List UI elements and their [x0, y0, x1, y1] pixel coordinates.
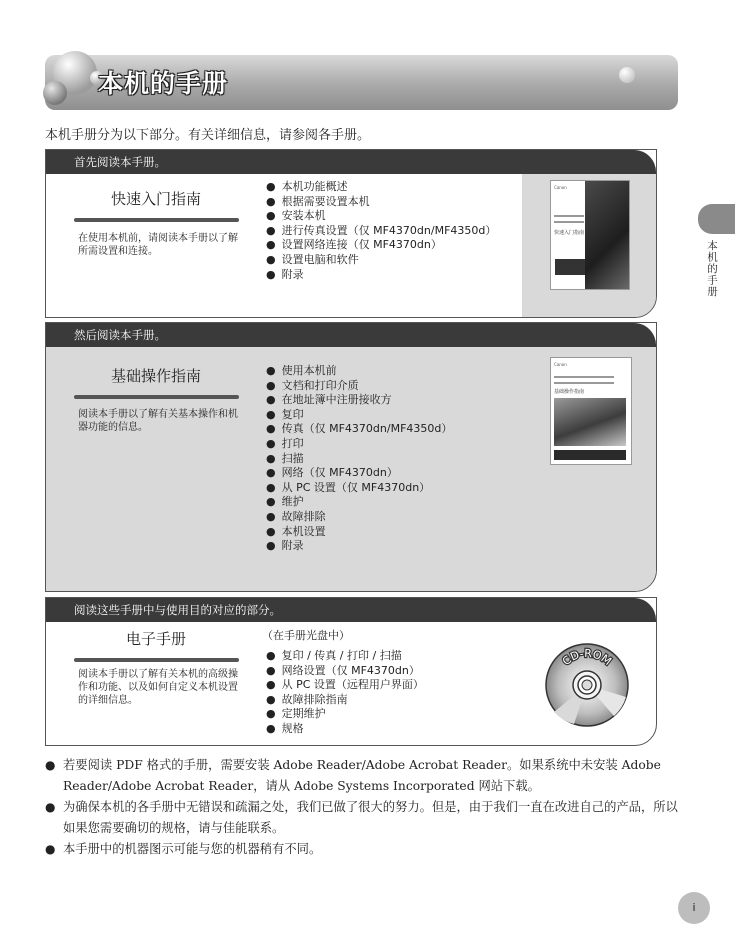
list-item: ● 安装本机	[266, 209, 496, 224]
list-item: ● 使用本机前	[266, 364, 452, 379]
book-description: 在使用本机前，请阅读本手册以了解所需设置和连接。	[78, 233, 238, 257]
banner-orb-small	[43, 81, 67, 105]
cover-caption: 基础操作指南	[554, 389, 585, 395]
list-item: ● 网络（仅 MF4370dn）	[266, 466, 452, 481]
contents-list	[266, 649, 424, 737]
list-item: ● 故障排除	[266, 510, 452, 525]
list-item: ● 维护	[266, 495, 452, 510]
list-item: ● 复印	[266, 408, 452, 423]
book-description: 阅读本手册以了解有关基本操作和机器功能的信息。	[78, 409, 238, 433]
intro-text: 本机手册分为以下部分。有关详细信息，请参阅各手册。	[45, 128, 371, 143]
list-item: ● 设置电脑和软件	[266, 253, 496, 268]
section-header: 首先阅读本手册。	[46, 150, 656, 174]
manual-cover-image: Canon 快速入门指南	[550, 180, 630, 290]
title-banner	[45, 55, 678, 110]
cover-caption: 快速入门指南	[554, 230, 585, 236]
list-item: ● 扫描	[266, 452, 452, 467]
page-number: i	[678, 892, 710, 924]
list-item: ● 在地址簿中注册接收方	[266, 393, 452, 408]
divider-bar	[74, 395, 239, 399]
section-header: 阅读这些手册中与使用目的对应的部分。	[46, 598, 656, 622]
list-item: ● 本机设置	[266, 525, 452, 540]
list-item: ● 规格	[266, 722, 424, 737]
list-item: ● 网络设置（仅 MF4370dn）	[266, 664, 424, 679]
note-item: ● 本手册中的机器图示可能与您的机器稍有不同。	[45, 839, 685, 860]
manual-cover-image: Canon 基础操作指南	[550, 357, 632, 465]
list-item: ● 根据需要设置本机	[266, 195, 496, 210]
book-description: 阅读本手册以了解有关本机的高级操作和功能、以及如何自定义本机设置的详细信息。	[78, 669, 238, 706]
contents-list	[266, 180, 496, 282]
list-item: ● 附录	[266, 268, 496, 283]
book-title: 快速入门指南	[110, 190, 201, 208]
divider-bar	[74, 218, 239, 222]
list-item: ● 文档和打印介质	[266, 379, 452, 394]
book-title: 电子手册	[125, 630, 186, 648]
list-item: ● 进行传真设置（仅 MF4370dn/MF4350d）	[266, 224, 496, 239]
book-title: 基础操作指南	[110, 367, 201, 385]
section-quick-start	[45, 149, 657, 318]
section-basic-operation	[45, 322, 657, 592]
note-item: ● 若要阅读 PDF 格式的手册，需要安装 Adobe Reader/Adobe Acrobat Reader。如果系统中未安装 Adobe Reader/Adobe Acrobat Reader，请从 Adobe Systems Incorporated 网站下载。	[45, 755, 685, 797]
side-tab-label: 本机的手册	[706, 240, 718, 298]
banner-orb-right	[619, 67, 635, 83]
cd-rom-icon	[544, 642, 630, 728]
contents-list	[266, 364, 452, 554]
side-tab	[698, 204, 735, 234]
list-item: ● 故障排除指南	[266, 693, 424, 708]
cd-label: CD-ROM	[559, 646, 614, 669]
list-item: ● 复印 / 传真 / 打印 / 扫描	[266, 649, 424, 664]
list-item: ● 本机功能概述	[266, 180, 496, 195]
list-item: ● 设置网络连接（仅 MF4370dn）	[266, 238, 496, 253]
section-e-manual	[45, 597, 657, 746]
section-header: 然后阅读本手册。	[46, 323, 656, 347]
list-item: ● 打印	[266, 437, 452, 452]
notes-list	[45, 755, 685, 860]
cd-note: （在手册光盘中）	[262, 629, 350, 642]
divider-bar	[74, 658, 239, 662]
list-item: ● 定期维护	[266, 707, 424, 722]
note-item: ● 为确保本机的各手册中无错误和疏漏之处，我们已做了很大的努力。但是，由于我们一直在改进自己的产品，所以如果您需要确切的规格，请与佳能联系。	[45, 797, 685, 839]
list-item: ● 从 PC 设置（仅 MF4370dn）	[266, 481, 452, 496]
list-item: ● 附录	[266, 539, 452, 554]
page-title: 本机的手册	[98, 69, 229, 98]
list-item: ● 传真（仅 MF4370dn/MF4350d）	[266, 422, 452, 437]
list-item: ● 从 PC 设置（远程用户界面）	[266, 678, 424, 693]
